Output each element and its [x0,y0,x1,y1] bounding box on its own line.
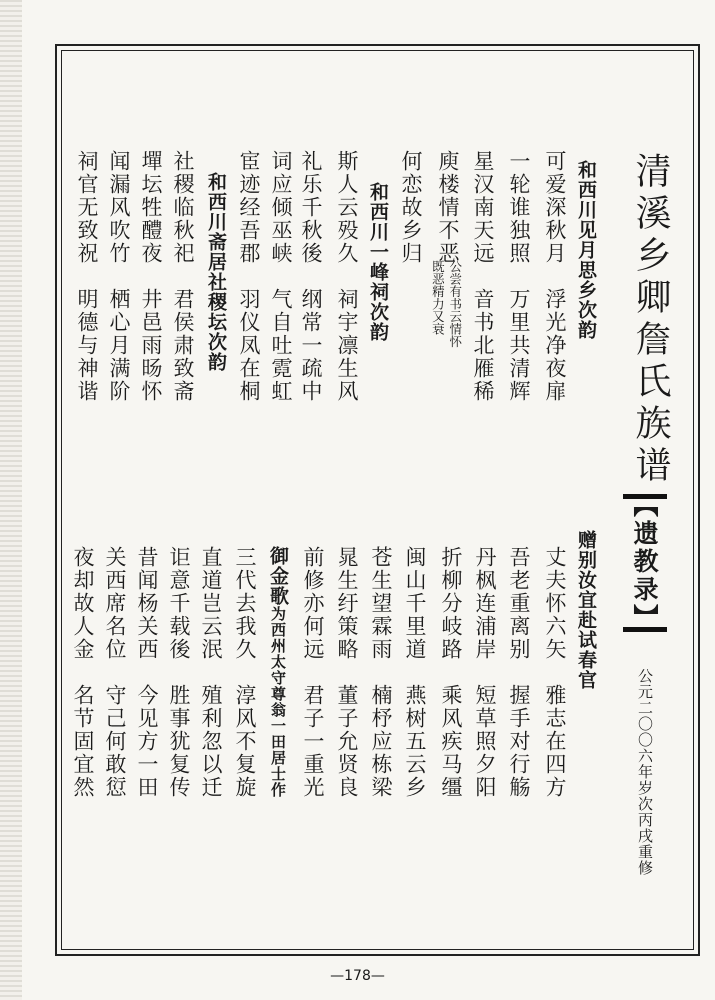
poem4-line: 丹枫连浦岸 短草照夕阳 [473,546,497,799]
poem5-title [268,546,287,798]
poem5-subtitle: 为西州太守尊翁一田居士作 [269,606,287,798]
poem1-line: 何恋故乡归 [399,150,423,265]
poem1-line: 庾楼情不恶 [436,150,460,265]
poem4-title: 赠别汝宜赴试春官 [575,530,597,690]
poem3-line: 闻漏风吹竹 栖心月满阶 [107,150,131,403]
poem2-line: 礼乐千秋後 纲常一疏中 [299,150,323,403]
poem2-line: 斯人云殁久 祠宇凛生风 [335,150,359,403]
poem1-line: 星汉南天远 音书北雁稀 [471,150,495,403]
poem2-line: 词应倾巫峡 气自吐霓虹 [269,150,293,403]
poem5-line: 三代去我久 淳风不复旋 [233,546,257,799]
poem3-title: 和西川斋居社稷坛次韵 [205,172,227,372]
poem4-line: 晁生纡策略 董子允贤良 [335,546,359,799]
poem4-line: 丈夫怀六矢 雅志在四方 [543,546,567,799]
poem4-line: 折柳分岐路 乘风疾马缰 [439,546,463,799]
scan-edge [0,0,22,1000]
poem4-line: 苍生望霖雨 楠杼应栋梁 [369,546,393,799]
poem5-line: 直道岂云泯 殖利忽以迁 [199,546,223,799]
poem3-line: 墠坛牲醴夜 井邑雨旸怀 [139,150,163,403]
poem4-line: 闽山千里道 燕树五云乡 [403,546,427,799]
poem2-title: 和西川一峰祠次韵 [367,182,389,342]
poem1-note-1: 公尝有书云情怀 [447,260,463,348]
poem1-line: 可爱深秋月 浮光净夜扉 [543,150,567,403]
poem3-line: 社稷临秋祀 君侯肃致斋 [171,150,195,403]
poem3-line: 祠官无致祝 明德与神谐 [75,150,99,403]
poem5-line: 夜却故人金 名节固宜然 [71,546,95,799]
poem5-title-text: 御金歌 [267,546,289,606]
poem5-line: 昔闻杨关西 今见方一田 [135,546,159,799]
edition-note: 公元二〇〇六年岁次丙戌重修 [636,668,654,876]
poem1-note-2: 既恶精力又衰 [430,260,446,335]
poem1-line: 一轮谁独照 万里共清辉 [507,150,531,403]
poem1-title: 和西川见月思乡次韵 [575,160,597,340]
poem4-line: 前修亦何远 君子一重光 [301,546,325,799]
book-title: 清溪乡卿詹氏族谱 [630,152,671,488]
section-label: 【遗教录】 [630,492,659,632]
poem4-line: 吾老重离别 握手对行觞 [507,546,531,799]
page-number: —178— [330,968,385,984]
poem2-line: 宦迹经吾郡 羽仪凤在桐 [237,150,261,403]
poem5-line: 讵意千载後 胜事犹复传 [167,546,191,799]
poem5-line: 关西席名位 守己何敢愆 [103,546,127,799]
poem1-annotation [430,260,462,348]
